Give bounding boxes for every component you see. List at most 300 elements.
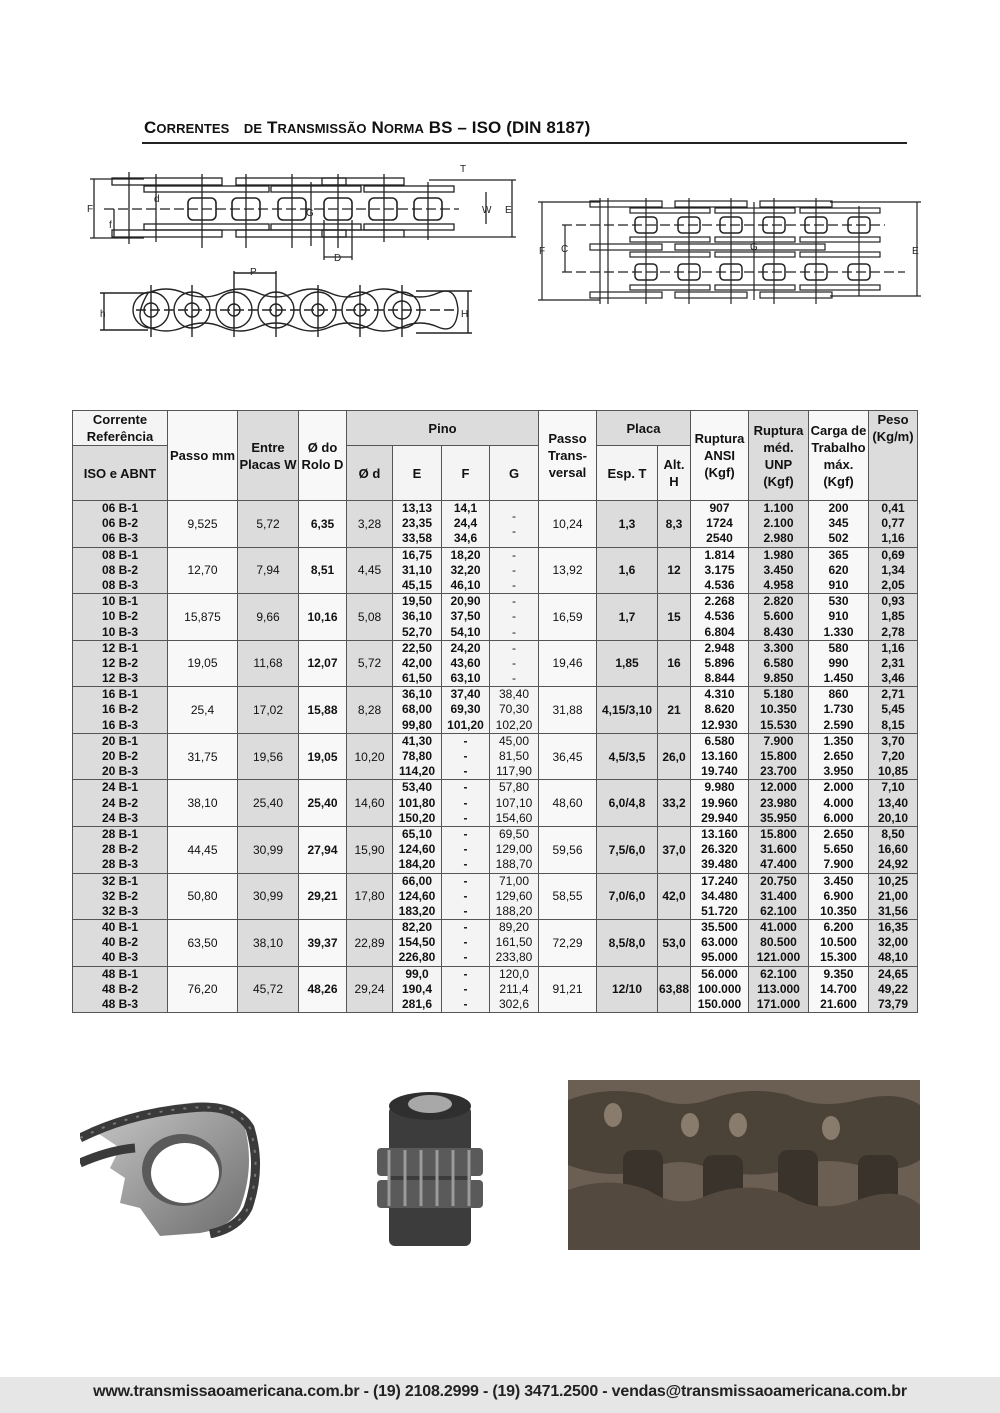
cell-reference-value: 24 B-3	[101, 810, 139, 825]
cell-peso-value: 21,00	[877, 888, 909, 903]
cell-peso	[869, 687, 918, 734]
cell-reference-value: 12 B-1	[101, 640, 139, 655]
cell-ruptura-unp-value: 8.430	[763, 624, 794, 639]
cell-pino-g-value: -	[512, 640, 516, 655]
cell-ruptura-ansi-value: 3.175	[704, 562, 735, 577]
cell-carga-value: 580	[828, 640, 849, 655]
cell-pino-e	[393, 733, 442, 780]
cell-ruptura-unp	[749, 547, 809, 594]
cell-peso	[869, 920, 918, 967]
cell-rolo: 15,88	[299, 687, 347, 734]
photo-roller-chain-closeup	[568, 1080, 920, 1255]
cell-pino-f-value: -	[463, 826, 468, 841]
cell-pino-g-value: 161,50	[495, 935, 533, 950]
cell-peso-value: 1,16	[881, 531, 905, 546]
cell-passo-transversal: 58,55	[539, 873, 597, 920]
cell-reference	[73, 640, 168, 687]
cell-carga-value: 2.590	[823, 717, 854, 732]
cell-pino-d: 5,08	[347, 594, 393, 641]
cell-peso-value: 1,85	[881, 609, 905, 624]
cell-carga	[809, 920, 869, 967]
cell-carga-value: 15.300	[820, 950, 857, 965]
cell-ruptura-unp-value: 62.100	[760, 966, 797, 981]
cell-peso-value: 0,69	[881, 547, 905, 562]
cell-ruptura-unp-value: 3.450	[763, 562, 794, 577]
cell-peso	[869, 547, 918, 594]
cell-pino-e-value: 31,10	[401, 562, 433, 577]
cell-carga-value: 5.650	[823, 842, 854, 857]
cell-carga-value: 21.600	[820, 997, 857, 1011]
cell-reference-value: 10 B-3	[101, 624, 139, 639]
cell-reference-value: 20 B-3	[101, 764, 139, 779]
cell-peso	[869, 501, 918, 548]
cell-pino-e-value: 184,20	[398, 857, 436, 872]
cell-ruptura-ansi-value: 907	[709, 501, 730, 515]
cell-pino-g-value: 233,80	[495, 950, 533, 965]
cell-passo: 9,525	[168, 501, 238, 548]
cell-passo: 12,70	[168, 547, 238, 594]
cell-pino-f-value: -	[463, 764, 468, 779]
cell-reference	[73, 780, 168, 827]
cell-ruptura-ansi	[691, 594, 749, 641]
cell-passo: 50,80	[168, 873, 238, 920]
cell-pino-g-value: 45,00	[498, 733, 530, 748]
cell-placa-alt: 15	[658, 594, 691, 641]
cell-ruptura-ansi-value: 2.268	[704, 594, 735, 609]
table-row-group	[73, 733, 918, 780]
cell-pino-e-value: 150,20	[398, 810, 436, 825]
cell-ruptura-ansi	[691, 687, 749, 734]
cell-passo-transversal: 59,56	[539, 826, 597, 873]
cell-pino-f	[442, 920, 490, 967]
cell-pino-f-value: -	[463, 920, 468, 935]
header-pino: Pino	[347, 411, 539, 446]
cell-pino-f-value: 34,6	[453, 531, 478, 546]
cell-pino-f	[442, 594, 490, 641]
cell-rolo: 8,51	[299, 547, 347, 594]
cell-reference-value: 20 B-2	[101, 749, 139, 763]
title-underline	[142, 142, 907, 144]
cell-reference-value: 28 B-1	[101, 826, 139, 841]
cell-pino-g-value: 102,20	[495, 717, 533, 732]
cell-ruptura-ansi	[691, 920, 749, 967]
dimension-label-h: h	[100, 309, 106, 320]
header-ruptura-ansi: Ruptura ANSI (Kgf)	[691, 411, 749, 501]
cell-ruptura-ansi-value: 26.320	[701, 842, 738, 857]
header-placa-alt: Alt. H	[658, 446, 691, 501]
cell-pino-f	[442, 873, 490, 920]
cell-pino-g-value: -	[512, 594, 516, 609]
cell-peso-value: 1,34	[881, 562, 905, 577]
cell-peso	[869, 966, 918, 1013]
cell-pino-g-value: 302,6	[498, 997, 530, 1011]
cell-reference-value: 24 B-1	[101, 780, 139, 795]
cell-passo: 38,10	[168, 780, 238, 827]
cell-rolo: 10,16	[299, 594, 347, 641]
multi-strand-chain-diagram	[530, 192, 925, 307]
cell-ruptura-ansi-value: 1724	[706, 516, 733, 531]
cell-carga-value: 4.000	[823, 795, 854, 810]
cell-placa-esp: 4,15/3,10	[597, 687, 658, 734]
header-passo-transversal: Passo Trans- versal	[539, 411, 597, 501]
cell-ruptura-unp	[749, 966, 809, 1013]
dimension-label-W: W	[482, 205, 492, 216]
cell-pino-g-value: 70,30	[498, 702, 530, 717]
cell-carga-value: 910	[828, 609, 849, 624]
cell-ruptura-unp-value: 62.100	[760, 903, 797, 918]
cell-reference-value: 20 B-1	[101, 733, 139, 748]
cell-pino-f-value: -	[463, 935, 468, 950]
cell-pino-f	[442, 826, 490, 873]
cell-placa-alt: 16	[658, 640, 691, 687]
cell-pino-e-value: 19,50	[401, 594, 433, 609]
cell-ruptura-unp-value: 2.100	[763, 516, 794, 531]
cell-ruptura-unp	[749, 780, 809, 827]
cell-reference-value: 06 B-3	[101, 531, 139, 546]
dimension-label-E: E	[912, 246, 919, 257]
cell-reference-value: 16 B-2	[101, 702, 139, 717]
cell-peso-value: 16,60	[877, 842, 909, 857]
cell-ruptura-ansi-value: 13.160	[701, 749, 738, 763]
cell-ruptura-unp-value: 1.980	[763, 547, 794, 562]
cell-reference-value: 12 B-2	[101, 655, 139, 670]
cell-ruptura-ansi	[691, 826, 749, 873]
cell-ruptura-unp-value: 35.950	[760, 810, 797, 825]
cell-pino-e-value: 16,75	[401, 547, 433, 562]
cell-pino-e-value: 114,20	[398, 764, 436, 779]
cell-entre-placas: 11,68	[238, 640, 299, 687]
cell-ruptura-ansi-value: 39.480	[701, 857, 738, 872]
cell-peso-value: 7,10	[881, 780, 905, 795]
cell-pino-g-value: 117,90	[496, 764, 532, 779]
cell-passo-transversal: 91,21	[539, 966, 597, 1013]
cell-pino-e-value: 281,6	[401, 997, 433, 1011]
cell-rolo: 19,05	[299, 733, 347, 780]
cell-pino-g	[490, 966, 539, 1013]
cell-entre-placas: 5,72	[238, 501, 299, 548]
header-ruptura-unp: Ruptura méd. UNP (Kgf)	[749, 411, 809, 501]
cell-reference-value: 24 B-2	[101, 795, 139, 810]
cell-passo: 19,05	[168, 640, 238, 687]
cell-pino-f-value: 32,20	[450, 562, 481, 577]
cell-placa-alt: 8,3	[658, 501, 691, 548]
cell-placa-alt: 12	[658, 547, 691, 594]
cell-ruptura-ansi-value: 35.500	[701, 920, 738, 935]
cell-ruptura-unp-value: 12.000	[760, 780, 797, 795]
cell-ruptura-unp-value: 1.100	[763, 501, 794, 515]
cell-carga-value: 2.650	[823, 749, 854, 763]
cell-ruptura-ansi-value: 19.960	[701, 795, 738, 810]
cell-peso-value: 8,15	[881, 717, 905, 732]
cell-carga	[809, 780, 869, 827]
cell-reference-value: 40 B-3	[101, 950, 139, 965]
cell-pino-g-value: 57,80	[498, 780, 530, 795]
cell-placa-esp: 1,3	[597, 501, 658, 548]
cell-pino-f-value: 54,10	[450, 624, 481, 639]
cell-pino-g-value: 120,0	[498, 966, 530, 981]
dimension-label-F: F	[87, 204, 94, 215]
cell-rolo: 48,26	[299, 966, 347, 1013]
photo-chain-coupling	[375, 1088, 485, 1253]
cell-passo-transversal: 13,92	[539, 547, 597, 594]
cell-ruptura-unp	[749, 920, 809, 967]
cell-ruptura-ansi-value: 6.580	[704, 733, 735, 748]
cell-ruptura-unp	[749, 501, 809, 548]
cell-placa-esp: 12/10	[597, 966, 658, 1013]
cell-pino-f-value: 43,60	[450, 655, 481, 670]
cell-peso-value: 8,50	[881, 826, 905, 841]
cell-reference-value: 10 B-2	[101, 609, 139, 624]
cell-placa-esp: 1,6	[597, 547, 658, 594]
cell-pino-e	[393, 547, 442, 594]
cell-reference-value: 28 B-2	[101, 842, 139, 857]
cell-carga	[809, 594, 869, 641]
cell-carga-value: 10.500	[820, 935, 857, 950]
cell-reference	[73, 920, 168, 967]
cell-ruptura-unp-value: 7.900	[763, 733, 794, 748]
cell-pino-e-value: 124,60	[398, 888, 436, 903]
cell-pino-f-value: -	[463, 749, 468, 763]
cell-pino-g-value: -	[512, 523, 516, 538]
cell-pino-f	[442, 640, 490, 687]
cell-ruptura-unp	[749, 687, 809, 734]
title-standard: BS – ISO (DIN 8187)	[428, 118, 591, 137]
cell-pino-g	[490, 547, 539, 594]
cell-pino-d: 29,24	[347, 966, 393, 1013]
cell-carga	[809, 873, 869, 920]
cell-carga-value: 1.350	[823, 733, 854, 748]
cell-pino-f-value: 69,30	[450, 702, 481, 717]
cell-placa-alt: 21	[658, 687, 691, 734]
cell-carga-value: 200	[828, 501, 849, 515]
cell-carga-value: 9.350	[823, 966, 854, 981]
cell-ruptura-unp-value: 5.180	[763, 687, 794, 702]
cell-reference-value: 10 B-1	[101, 594, 139, 609]
cell-carga-value: 14.700	[820, 981, 857, 996]
cell-reference	[73, 733, 168, 780]
cell-carga-value: 1.330	[823, 624, 854, 639]
cell-ruptura-ansi	[691, 501, 749, 548]
cell-ruptura-ansi-value: 51.720	[701, 903, 738, 918]
cell-ruptura-ansi	[691, 547, 749, 594]
cell-carga-value: 530	[828, 594, 849, 609]
cell-ruptura-ansi-value: 13.160	[701, 826, 738, 841]
cell-pino-e-value: 154,50	[398, 935, 436, 950]
cell-pino-e-value: 61,50	[401, 671, 433, 686]
cell-ruptura-ansi-value: 29.940	[701, 810, 738, 825]
cell-pino-g-value: 129,60	[495, 888, 533, 903]
cell-reference-value: 08 B-2	[101, 562, 139, 577]
cell-pino-f-value: -	[463, 888, 468, 903]
table-row-group	[73, 873, 918, 920]
cell-ruptura-ansi-value: 6.804	[704, 624, 735, 639]
title-word-correntes: ORRENTES	[156, 121, 230, 136]
cell-peso	[869, 873, 918, 920]
cell-pino-e-value: 82,20	[401, 920, 433, 935]
cell-ruptura-ansi-value: 4.536	[704, 577, 735, 592]
cell-reference-value: 16 B-1	[101, 687, 139, 702]
cell-ruptura-ansi-value: 8.844	[704, 671, 735, 686]
cell-ruptura-unp	[749, 733, 809, 780]
cell-pino-e-value: 42,00	[401, 655, 433, 670]
table-row-group	[73, 826, 918, 873]
cell-ruptura-ansi-value: 150.000	[697, 997, 742, 1011]
cell-entre-placas: 9,66	[238, 594, 299, 641]
cell-peso-value: 13,40	[877, 795, 909, 810]
cell-placa-esp: 4,5/3,5	[597, 733, 658, 780]
cell-pino-e-value: 36,10	[401, 687, 433, 702]
cell-carga-value: 860	[828, 687, 849, 702]
cell-reference-value: 12 B-3	[101, 671, 139, 686]
cell-reference	[73, 966, 168, 1013]
cell-peso	[869, 594, 918, 641]
cell-pino-e	[393, 966, 442, 1013]
cell-pino-f	[442, 780, 490, 827]
cell-peso-value: 0,93	[881, 594, 905, 609]
cell-pino-e	[393, 594, 442, 641]
cell-pino-f-value: -	[463, 795, 468, 810]
cell-pino-f-value: 46,10	[450, 577, 481, 592]
header-placa: Placa	[597, 411, 691, 446]
cell-reference-value: 08 B-3	[101, 577, 139, 592]
dimension-label-f: f	[109, 220, 112, 231]
cell-pino-e-value: 99,0	[405, 966, 429, 981]
cell-rolo: 29,21	[299, 873, 347, 920]
cell-pino-g-value: -	[512, 547, 516, 562]
cell-pino-g-value: 69,50	[498, 826, 530, 841]
cell-peso-value: 10,85	[877, 764, 909, 779]
cell-ruptura-ansi	[691, 780, 749, 827]
cell-pino-g-value: 129,00	[495, 842, 533, 857]
cell-carga-value: 1.730	[823, 702, 854, 717]
header-pino-d: Ø d	[347, 446, 393, 501]
cell-peso-value: 16,35	[877, 920, 909, 935]
cell-carga-value: 6.000	[823, 810, 854, 825]
cell-pino-f	[442, 966, 490, 1013]
cell-carga	[809, 640, 869, 687]
cell-ruptura-unp-value: 113.000	[757, 981, 800, 996]
cell-carga-value: 3.950	[823, 764, 854, 779]
cell-pino-e-value: 190,4	[401, 981, 433, 996]
cell-reference-value: 48 B-2	[101, 981, 139, 996]
table-row-group	[73, 687, 918, 734]
cell-reference-value: 06 B-1	[101, 501, 139, 515]
cell-reference	[73, 687, 168, 734]
cell-ruptura-unp-value: 10.350	[760, 702, 797, 717]
cell-peso-value: 10,25	[877, 873, 909, 888]
cell-pino-e	[393, 687, 442, 734]
cell-carga-value: 620	[828, 562, 849, 577]
cell-pino-e	[393, 780, 442, 827]
cell-ruptura-ansi-value: 17.240	[701, 873, 738, 888]
cell-pino-g	[490, 920, 539, 967]
page-title	[144, 118, 590, 138]
cell-carga-value: 910	[828, 577, 849, 592]
cell-passo: 15,875	[168, 594, 238, 641]
cell-passo-transversal: 36,45	[539, 733, 597, 780]
cell-pino-e	[393, 873, 442, 920]
cell-ruptura-ansi-value: 4.310	[704, 687, 735, 702]
cell-ruptura-unp	[749, 873, 809, 920]
cell-carga-value: 990	[828, 655, 849, 670]
cell-pino-d: 10,20	[347, 733, 393, 780]
cell-pino-d: 14,60	[347, 780, 393, 827]
cell-placa-alt: 37,0	[658, 826, 691, 873]
cell-ruptura-unp	[749, 640, 809, 687]
cell-pino-f	[442, 733, 490, 780]
cell-peso-value: 2,31	[881, 655, 905, 670]
cell-peso-value: 3,46	[881, 671, 905, 686]
cell-carga	[809, 826, 869, 873]
cell-pino-g-value: 107,10	[495, 795, 533, 810]
cell-ruptura-ansi	[691, 873, 749, 920]
cell-carga-value: 6.200	[823, 920, 854, 935]
cell-ruptura-ansi-value: 8.620	[704, 702, 735, 717]
cell-passo: 76,20	[168, 966, 238, 1013]
cell-rolo: 25,40	[299, 780, 347, 827]
dimension-label-P: P	[250, 267, 257, 278]
cell-pino-d: 22,89	[347, 920, 393, 967]
cell-pino-d: 3,28	[347, 501, 393, 548]
cell-peso	[869, 733, 918, 780]
cell-pino-e-value: 101,80	[398, 795, 436, 810]
cell-ruptura-unp	[749, 594, 809, 641]
cell-pino-f-value: -	[463, 981, 468, 996]
cell-pino-e-value: 66,00	[401, 873, 433, 888]
cell-pino-e-value: 23,35	[401, 516, 433, 531]
cell-reference-value: 40 B-1	[101, 920, 139, 935]
cell-pino-f-value: -	[463, 966, 468, 981]
cell-pino-f-value: -	[463, 997, 468, 1011]
cell-pino-g-value: -	[512, 655, 516, 670]
cell-ruptura-ansi-value: 4.536	[704, 609, 735, 624]
cell-ruptura-unp-value: 31.600	[760, 842, 797, 857]
cell-entre-placas: 45,72	[238, 966, 299, 1013]
header-pino-g: G	[490, 446, 539, 501]
cell-pino-e-value: 65,10	[401, 826, 433, 841]
cell-ruptura-unp-value: 5.600	[763, 609, 794, 624]
cell-entre-placas: 38,10	[238, 920, 299, 967]
cell-pino-e-value: 53,40	[401, 780, 433, 795]
cell-pino-g-value: 38,40	[498, 687, 530, 702]
cell-pino-f-value: 20,90	[450, 594, 481, 609]
cell-pino-f-value: -	[463, 857, 468, 872]
cell-pino-e-value: 183,20	[398, 903, 436, 918]
cell-pino-g-value: 211,4	[499, 981, 529, 996]
cell-carga-value: 2.000	[823, 780, 854, 795]
cell-reference	[73, 501, 168, 548]
cell-pino-f-value: 18,20	[450, 547, 481, 562]
cell-pino-f	[442, 547, 490, 594]
cell-ruptura-ansi-value: 5.896	[704, 655, 735, 670]
dimension-label-C: C	[561, 244, 569, 255]
cell-ruptura-ansi-value: 9.980	[704, 780, 735, 795]
cell-pino-g-value: -	[512, 671, 516, 686]
cell-pino-g-value: -	[512, 508, 516, 523]
title-word-transmissao-initial: T	[267, 118, 278, 137]
cell-ruptura-unp-value: 23.700	[760, 764, 797, 779]
cell-pino-e	[393, 920, 442, 967]
cell-reference-value: 48 B-1	[101, 966, 139, 981]
header-rolo: Ø do Rolo D	[299, 411, 347, 501]
cell-ruptura-ansi-value: 1.814	[704, 547, 735, 562]
cell-pino-f-value: -	[463, 950, 468, 965]
cell-ruptura-ansi-value: 100.000	[697, 981, 742, 996]
cell-ruptura-ansi-value: 63.000	[701, 935, 738, 950]
cell-ruptura-unp-value: 2.980	[763, 531, 794, 546]
cell-passo-transversal: 10,24	[539, 501, 597, 548]
cell-carga	[809, 687, 869, 734]
